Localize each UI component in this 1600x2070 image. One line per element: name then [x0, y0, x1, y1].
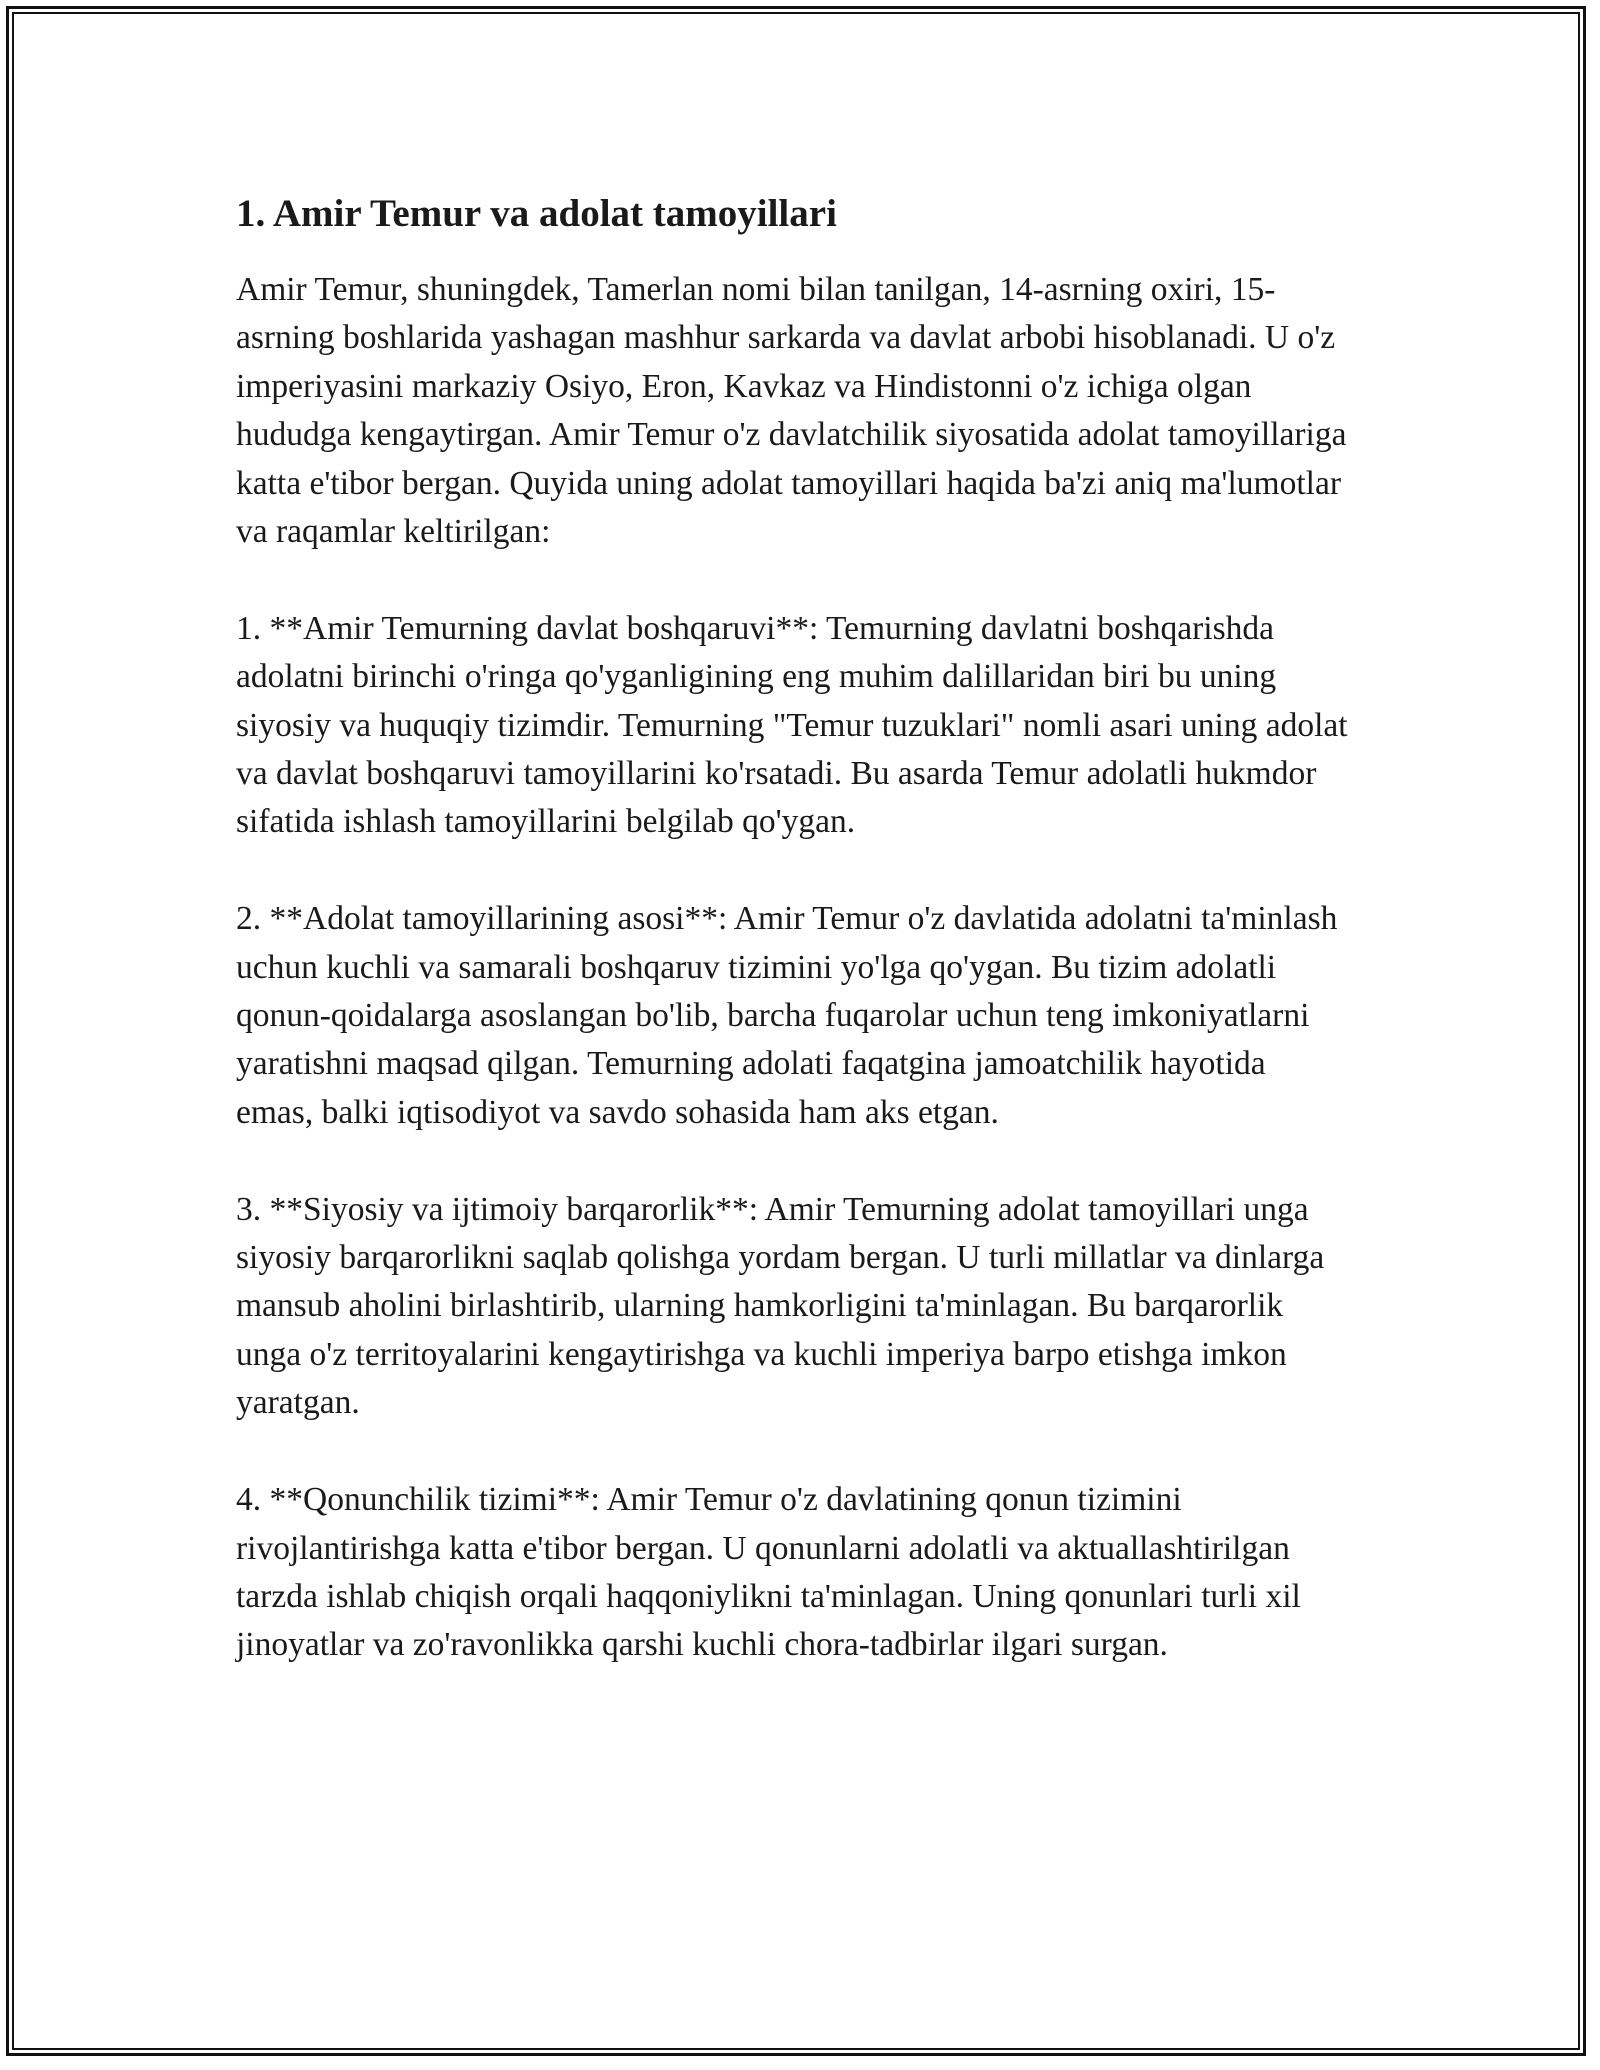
intro-paragraph: Amir Temur, shuningdek, Tamerlan nomi bilan tanilgan, 14-asrning oxiri, 15-asrning boshlarida yashagan mashhur sarkarda va davlat arbobi hisoblanadi. U o'z imperiyasini markaziy Osiyo, Eron, Kavkaz va Hindistonni o'z ichiga olgan hududga kengaytirgan. Amir Temur o'z davlatchilik siyosatida adolat tamoyillariga katta e'tibor bergan. Quyida uning adolat tamoyillari haqida ba'zi aniq ma'lumotlar va raqamlar keltirilgan:: [236, 271, 1347, 551]
list-item-1: 1. **Amir Temurning davlat boshqaruvi**: Temurning davlatni boshqarishda adolatni birinchi o'ringa qo'yganligining eng muhim dalillaridan biri bu uning siyosiy va huquqiy tizimdir. Temurning "Temur tuzuklari" nomli asari uning adolat va davlat boshqaruvi tamoyillarini ko'rsatadi. Bu asarda Temur adolatli hukmdor sifatida ishlash tamoyillarini belgilab qo'ygan.: [236, 609, 1348, 841]
list-item-2: 2. **Adolat tamoyillarining asosi**: Amir Temur o'z davlatida adolatni ta'minlash uchun kuchli va samarali boshqaruv tizimini yo'lga qo'ygan. Bu tizim adolatli qonun-qoidalarga asoslangan bo'lib, barcha fuqarolar uchun teng imkoniyatlarni yaratishni maqsad qilgan. Temurning adolati faqatgina jamoatchilik hayotida emas, balki iqtisodiyot va savdo sohasida ham aks etgan.: [236, 900, 1338, 1131]
document-body: [236, 184, 1351, 1718]
list-item-4: 4. **Qonunchilik tizimi**: Amir Temur o'z davlatining qonun tizimini rivojlantirishga katta e'tibor bergan. U qonunlarni adolatli va aktuallashtirilgan tarzda ishlab chiqish orqali haqqoniylikni ta'minlagan. Uning qonunlari turli xil jinoyatlar va zo'ravonlikka qarshi kuchli chora-tadbirlar ilgari surgan.: [236, 1481, 1301, 1664]
list-item-3: 3. **Siyosiy va ijtimoiy barqarorlik**: Amir Temurning adolat tamoyillari unga siyosiy barqarorlikni saqlab qolishga yordam bergan. U turli millatlar va dinlarga mansub aholini birlashtirib, ularning hamkorligini ta'minlagan. Bu barqarorlik unga o'z territoyalarini kengaytirishga va kuchli imperiya barpo etishga imkon yaratgan.: [236, 1190, 1325, 1422]
document-title: 1. Amir Temur va adolat tamoyillari: [236, 192, 837, 235]
